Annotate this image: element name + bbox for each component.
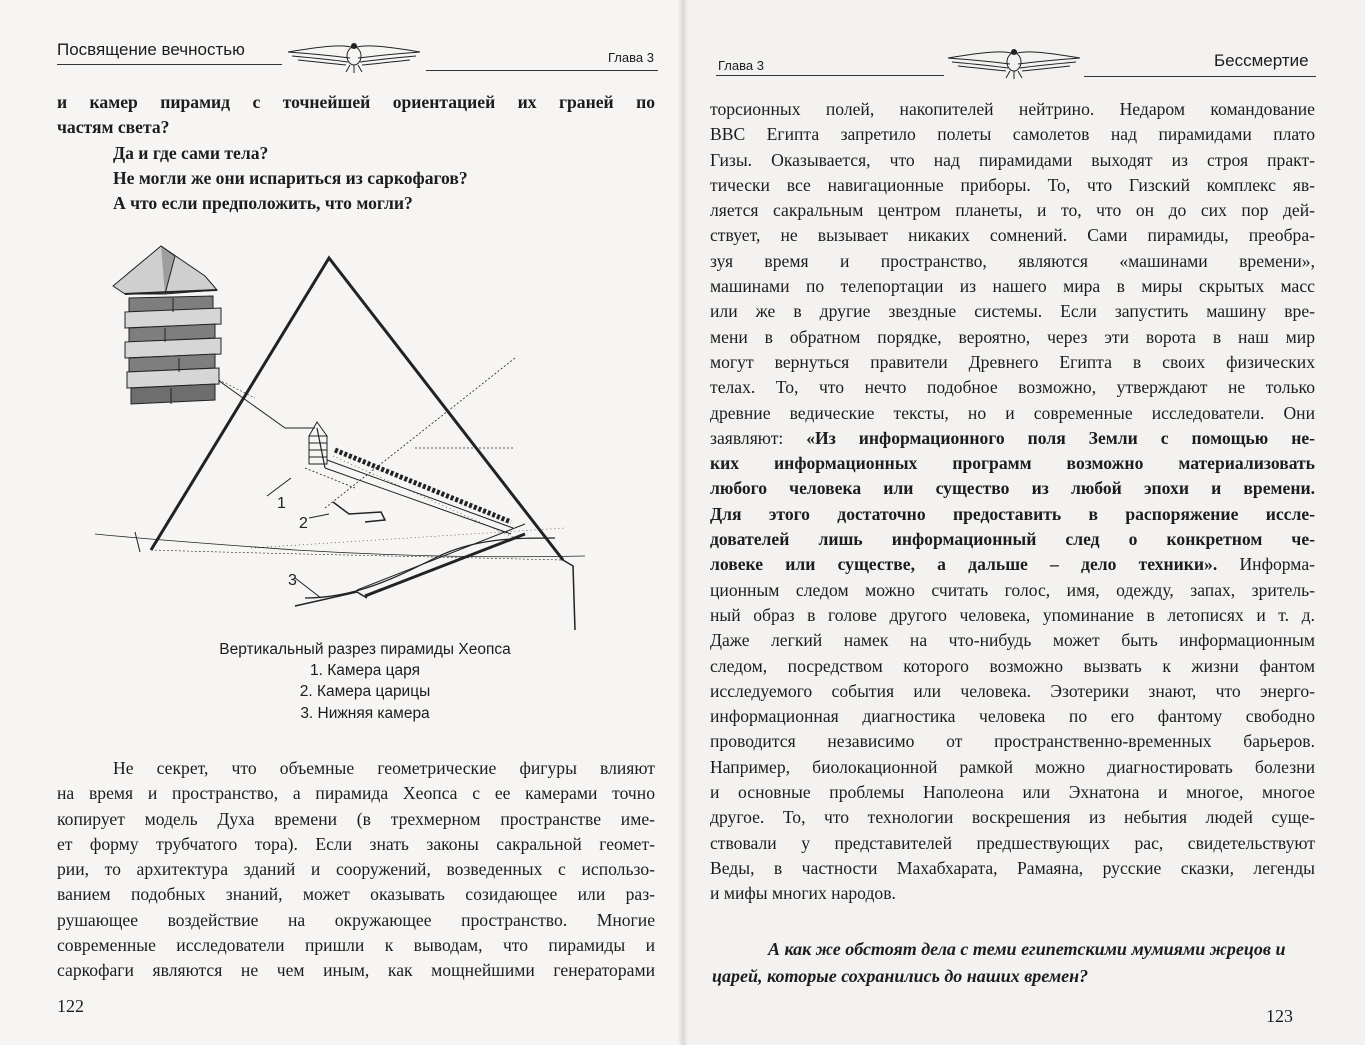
quote-span: «Из информационного поля Земли с помощью не- [806, 427, 1315, 448]
caption-legend-item: 2. Камера царицы [299, 683, 431, 701]
question-line: Да и где сами тела? [113, 142, 269, 163]
text-line: Например, биолокационной рамкой можно диагностировать болезни [710, 756, 1315, 777]
text-line: древние ведические тексты, но и современные исследователи. Они [710, 402, 1315, 423]
header-rule [426, 70, 658, 71]
text-line: и камер пирамид с точнейшей ориентацией их граней по [57, 92, 655, 112]
figure-label-2: 2 [299, 515, 308, 532]
left-body-paragraph [57, 756, 655, 984]
text-line: зуя время и пространство, являются «машинами времени», [710, 250, 1315, 271]
text-line: машинами по телепортации из нашего мира в миры скрытых масс [710, 276, 1315, 297]
text-line: Гизы. Оказывается, что над пирамидами выходят из строя практ- [710, 149, 1315, 170]
pyramid-cross-section-figure [95, 238, 595, 630]
quote-line: Для этого достаточно предоставить в распоряжение иссле- [710, 503, 1315, 524]
question-line: А что если предположить, что могли? [113, 193, 413, 214]
caption-title: Вертикальный разрез пирамиды Хеопса [219, 641, 511, 658]
text-line: могут вернуться правители Древнего Египта в своих физических [710, 351, 1315, 372]
running-head-title-right: Бессмертие [1214, 51, 1309, 70]
text-line: мени в обратном порядке, вероятно, через эти ворота в наш мир [710, 326, 1315, 347]
text-line: Даже легкий намек на что-нибудь может быть информационным [710, 630, 1315, 651]
text-line: телах. То, что нечто подобное возможно, утверждают не только [710, 377, 1315, 398]
quote-line: дователей лишь информационный след о конкретном че- [710, 529, 1315, 550]
figure-label-3: 3 [288, 572, 297, 589]
text-line: ванием подобных знаний, может оказывать созидающее или раз- [57, 884, 655, 905]
text-line: и мифы многих народов. [710, 883, 896, 904]
text-line: Не секрет, что объемные геометрические фигуры влияют [113, 758, 655, 778]
text-line: Веды, в частности Махабхарата, Рамаяна, русские сказки, легенды [710, 857, 1315, 878]
figure-label-1: 1 [277, 495, 286, 512]
text-line: ный образ в голове другого человека, упоминание в летописях и т. д. [710, 604, 1315, 625]
right-body-paragraph [710, 97, 1315, 907]
text-line: ляется сакральным центром планеты, и то, что он до сих пор дей- [710, 200, 1315, 221]
quote-line: ких информационных программ возможно материализовать [710, 453, 1315, 474]
text-line: рии, то архитектура зданий и сооружений, возведенных с использо- [57, 859, 655, 880]
header-rule [1084, 76, 1316, 77]
text-line: или же в другие звездные системы. Если запустить машину вре- [710, 301, 1315, 322]
text-line: ВВС Египта запретило полеты самолетов над пирамидами плато [710, 124, 1315, 145]
page-number-right: 123 [1266, 1006, 1293, 1026]
text-line: проводится независимо от пространственно-временных барьеров. [710, 731, 1315, 752]
quote-line: любого человека или существо из любой эпохи и времени. [710, 478, 1315, 499]
caption-legend-item: 3. Нижняя камера [300, 704, 430, 722]
text-line: саркофаги являются не чем иным, как мощнейшими генераторами [57, 960, 655, 981]
caption-legend-item: 1. Камера царя [309, 662, 421, 680]
text-line: следом, посредством которого возможно вызвать к жизни фантом [710, 655, 1315, 676]
text-line: ционным следом можно считать голос, имя, одежду, запах, зритель- [710, 579, 1315, 600]
text-line: торсионных полей, накопителей нейтрино. Недаром командование [710, 99, 1315, 119]
running-head-chapter-right: Глава 3 [718, 58, 764, 73]
figure-caption [150, 639, 580, 724]
text-line: современные исследователи пришли к выводам, что пирамиды и [57, 935, 655, 956]
text-span: Информа- [1217, 554, 1315, 575]
text-line-mixed [710, 552, 1315, 577]
text-span: заявляют: [710, 427, 807, 448]
text-line: ствует, не вызывает никаких сомнений. Сами пирамиды, преобра- [710, 225, 1315, 246]
text-line-mixed [710, 426, 1315, 451]
winged-emblem-icon [284, 40, 424, 74]
text-line: другое. То, что технологии воскрешения из небытия людей суще- [710, 807, 1315, 828]
header-rule [716, 75, 944, 76]
running-head-chapter-left: Глава 3 [608, 50, 654, 65]
left-intro-paragraph [57, 90, 655, 216]
winged-emblem-icon [944, 46, 1084, 80]
quote-span: ловеке или существе, а дальше – дело техники». [710, 554, 1218, 575]
text-line: копирует модель Духа времени (в трехмерном пространстве име- [57, 808, 655, 829]
running-head-title-left: Посвящение вечностью [57, 40, 245, 59]
closing-question: А как же обстоят дела с теми египетскими мумиями жрецов и царей, которые сохранились до наших времен? [712, 939, 1286, 986]
text-line: тически все навигационные приборы. То, что Гизский комплекс яв- [710, 174, 1315, 195]
text-line: ствовали у представителей предшествующих рас, свидетельствуют [710, 832, 1315, 853]
text-line: рушающее воздействие на окружающее пространство. Многие [57, 909, 655, 930]
text-line: и основные проблемы Наполеона или Эхнатона и многое, многое [710, 782, 1315, 803]
book-gutter [678, 0, 688, 1045]
page-number-left: 122 [57, 996, 84, 1016]
header-rule [57, 64, 282, 65]
question-line: Не могли же они испариться из саркофагов? [113, 167, 468, 188]
text-line: частям света? [57, 117, 170, 138]
text-line: исследуемого события или человека. Эзотерики знают, что энерго- [710, 680, 1315, 701]
text-line: на время и пространство, а пирамида Хеопса с ее камерами точно [57, 783, 655, 804]
text-line: ет форму трубчатого тора). Если знать законы сакральной геомет- [57, 833, 655, 854]
text-line: информационная диагностика человека по его фантому свободно [710, 706, 1315, 727]
